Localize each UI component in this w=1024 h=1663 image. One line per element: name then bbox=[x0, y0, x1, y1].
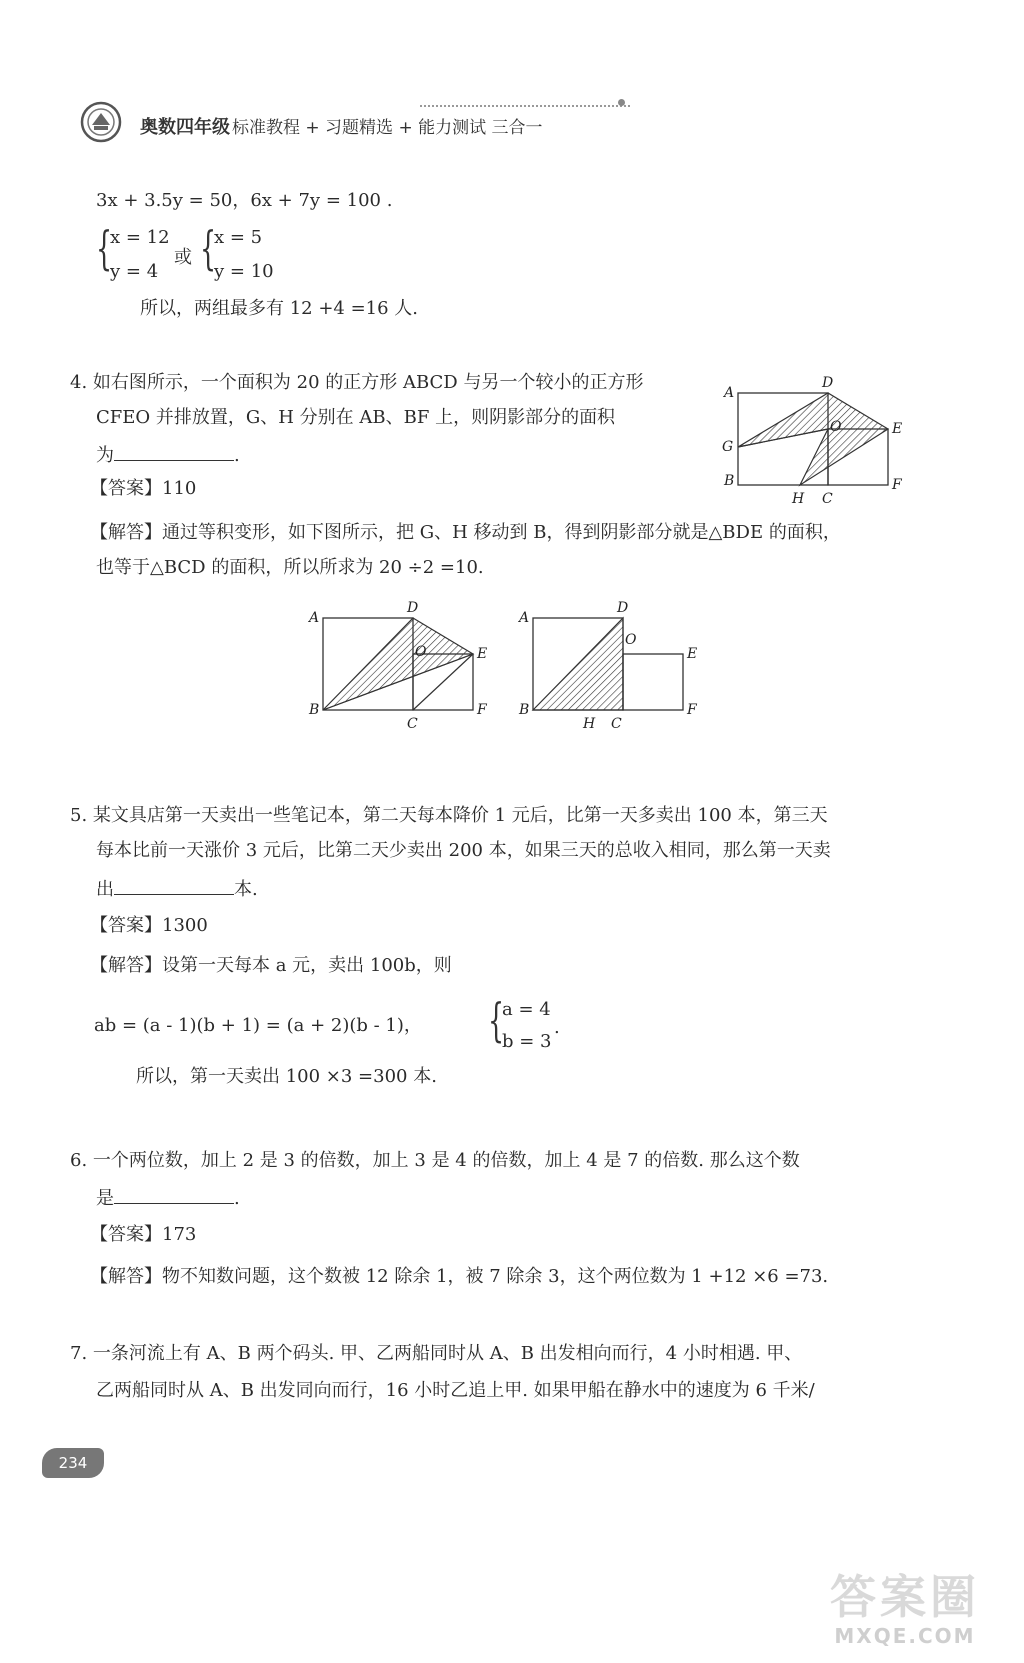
label-B: B bbox=[519, 702, 530, 718]
q7-text-line2: 乙两船同时从 A、B 出发同向而行，16 小时乙追上甲. 如果甲船在静水中的速度为 6 千米/ bbox=[96, 1380, 815, 1401]
system2-eq-x: x = 5 bbox=[214, 227, 263, 248]
label-F: F bbox=[687, 702, 697, 718]
label-A: A bbox=[309, 610, 320, 626]
label-C: C bbox=[611, 716, 622, 732]
q4-answer: 【答案】110 bbox=[90, 478, 197, 499]
label-D: D bbox=[407, 600, 419, 616]
answer-blank bbox=[114, 442, 234, 461]
header-subtitle: 标准教程 + 习题精选 + 能力测试 三合一 bbox=[232, 118, 543, 138]
header-title: 奥数四年级 bbox=[140, 117, 230, 138]
solution-systems bbox=[96, 221, 296, 285]
q6-solution-line1: 【解答】物不知数问题，这个数被 12 除余 1，被 7 除余 3，这个两位数为 1 +12 ×6 =73. bbox=[90, 1266, 829, 1287]
label-E: E bbox=[892, 421, 903, 437]
equation-line: 3x + 3.5y = 50，6x + 7y = 100 . bbox=[96, 190, 393, 211]
q6-text-line2 bbox=[96, 1185, 240, 1210]
q4-text-line2: CFEO 并排放置，G、H 分别在 AB、BF 上，则阴影部分的面积 bbox=[96, 407, 616, 428]
watermark-text: 答案圈 bbox=[830, 1570, 980, 1624]
label-O: O bbox=[625, 632, 637, 648]
q4-suffix: . bbox=[234, 445, 240, 466]
system-eq-b: b = 3 bbox=[502, 1031, 552, 1052]
label-B: B bbox=[724, 473, 735, 489]
label-G: G bbox=[722, 439, 734, 455]
q4-solution-figure-2 bbox=[515, 600, 705, 735]
label-B: B bbox=[309, 702, 320, 718]
q4-figure bbox=[720, 375, 910, 510]
q5-conclusion: 所以，第一天卖出 100 ×3 =300 本. bbox=[136, 1066, 437, 1087]
label-H: H bbox=[792, 491, 805, 507]
label-F: F bbox=[477, 702, 487, 718]
q5-equation: ab = (a - 1)(b + 1) = (a + 2)(b - 1)， bbox=[94, 1015, 422, 1036]
running-header bbox=[80, 105, 560, 145]
q7-text-line1: 7. 一条河流上有 A、B 两个码头. 甲、乙两船同时从 A、B 出发相向而行，4 小时相遇. 甲、 bbox=[70, 1343, 803, 1364]
q6-prefix: 是 bbox=[96, 1188, 114, 1209]
label-C: C bbox=[407, 716, 418, 732]
watermark-url: MXQE.COM bbox=[834, 1624, 976, 1648]
or-text: 或 bbox=[174, 247, 192, 268]
q6-suffix: . bbox=[234, 1188, 240, 1209]
system-eq-a: a = 4 bbox=[502, 999, 551, 1020]
q4-solution-figure-1 bbox=[305, 600, 495, 735]
system1-eq-x: x = 12 bbox=[110, 227, 170, 248]
q5-answer: 【答案】1300 bbox=[90, 915, 208, 936]
label-H: H bbox=[583, 716, 596, 732]
q6-answer: 【答案】173 bbox=[90, 1224, 197, 1245]
system2-eq-y: y = 10 bbox=[214, 261, 274, 282]
q4-text-line1: 4. 如右图所示，一个面积为 20 的正方形 ABCD 与另一个较小的正方形 bbox=[70, 372, 644, 393]
conclusion-text: 所以，两组最多有 12 +4 =16 人. bbox=[140, 298, 419, 319]
system-end: . bbox=[554, 1017, 560, 1038]
label-C: C bbox=[822, 491, 833, 507]
label-D: D bbox=[822, 375, 834, 391]
q5-text-line2: 每本比前一天涨价 3 元后，比第二天少卖出 200 本，如果三天的总收入相同，那么第一天卖 bbox=[96, 840, 831, 861]
label-A: A bbox=[724, 385, 735, 401]
q5-suffix: 本. bbox=[234, 879, 258, 900]
q6-text-line1: 6. 一个两位数，加上 2 是 3 的倍数，加上 3 是 4 的倍数，加上 4 是 7 的倍数. 那么这个数 bbox=[70, 1150, 800, 1171]
q5-text-line3 bbox=[96, 876, 258, 901]
shaded-triangle-BDE bbox=[323, 618, 473, 710]
q5-solution-system bbox=[488, 993, 568, 1057]
left-brace: { bbox=[96, 221, 113, 275]
header-dot bbox=[618, 99, 625, 106]
label-O: O bbox=[830, 419, 842, 435]
q4-solution-line1: 【解答】通过等积变形，如下图所示，把 G、H 移动到 B，得到阴影部分就是△BDE 的面积， bbox=[90, 522, 841, 543]
label-E: E bbox=[477, 646, 488, 662]
q5-text-line1: 5. 某文具店第一天卖出一些笔记本，第二天每本降价 1 元后，比第一天多卖出 100 本，第三天 bbox=[70, 805, 828, 826]
shaded-triangle-BCD bbox=[533, 618, 623, 710]
q4-text-line3 bbox=[96, 442, 240, 467]
q5-solution-line1: 【解答】设第一天每本 a 元，卖出 100b，则 bbox=[90, 955, 452, 976]
answer-blank bbox=[114, 1185, 234, 1204]
university-logo-icon bbox=[80, 101, 122, 143]
system1-eq-y: y = 4 bbox=[110, 261, 159, 282]
label-E: E bbox=[687, 646, 698, 662]
label-D: D bbox=[617, 600, 629, 616]
left-brace: { bbox=[200, 221, 217, 275]
q4-solution-line2: 也等于△BCD 的面积，所以所求为 20 ÷2 =10. bbox=[96, 557, 484, 578]
page-number: 234 bbox=[42, 1448, 104, 1478]
left-brace: { bbox=[488, 993, 505, 1047]
label-O: O bbox=[415, 644, 427, 660]
q4-prefix: 为 bbox=[96, 445, 114, 466]
label-F: F bbox=[892, 477, 902, 493]
answer-blank bbox=[114, 876, 234, 895]
shaded-region bbox=[738, 393, 888, 485]
q5-prefix: 出 bbox=[96, 879, 114, 900]
label-A: A bbox=[519, 610, 530, 626]
header-dotted-rule bbox=[420, 105, 630, 107]
watermark bbox=[790, 1570, 1020, 1648]
